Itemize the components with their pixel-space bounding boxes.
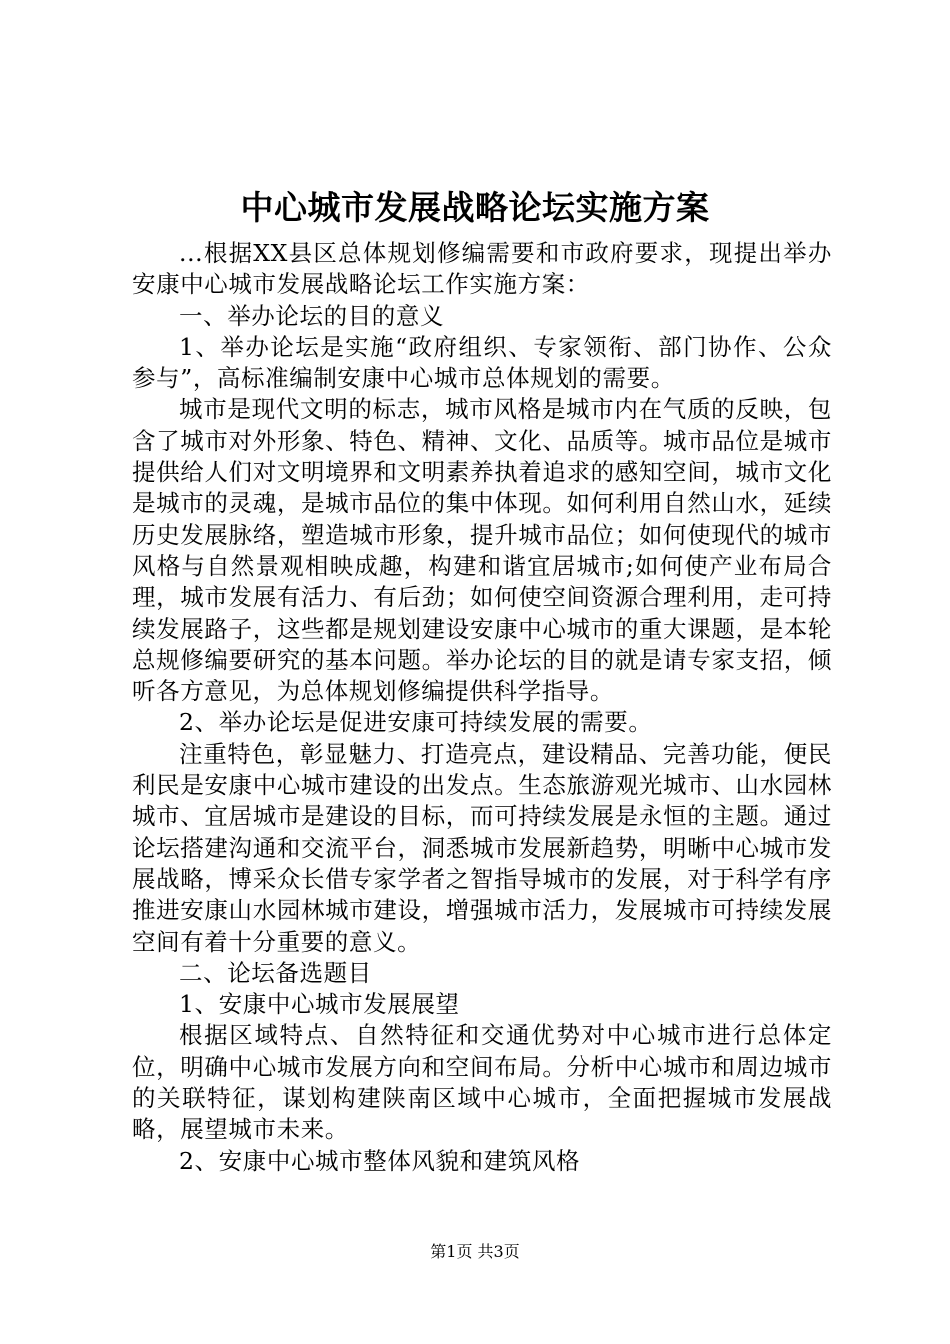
topic-heading-architecture-style: 2、安康中心城市整体风貌和建筑风格 bbox=[179, 1146, 581, 1175]
section-heading-purpose: 一、举办论坛的目的意义 bbox=[179, 301, 445, 330]
body-paragraph-outlook: 根据区域特点、自然特征和交通优势对中心城市进行总体定位，明确中心城市发展方向和空间布局。分析中心城市和周边城市的关联特征，谋划构建陕南区域中心城市，全面把握城市发展战略，展望城市未来。 bbox=[132, 1021, 832, 1144]
document-title: 中心城市发展战略论坛实施方案 bbox=[240, 188, 710, 227]
section-heading-forum-topics: 二、论坛备选题目 bbox=[179, 958, 372, 987]
subsection-heading-sustainable-development: 2、举办论坛是促进安康可持续发展的需要。 bbox=[179, 708, 653, 737]
page-number-footer: 第1页 共3页 bbox=[430, 1242, 520, 1261]
intro-paragraph: ...根据XX县区总体规划修编需要和市政府要求，现提出举办安康中心城市发展战略论坛工作实施方案： bbox=[132, 239, 832, 299]
topic-heading-outlook: 1、安康中心城市发展展望 bbox=[179, 990, 460, 1019]
document-body bbox=[132, 238, 832, 1177]
body-paragraph-city-style: 城市是现代文明的标志，城市风格是城市内在气质的反映，包含了城市对外形象、特色、精神、文化、品质等。城市品位是城市提供给人们对文明境界和文明素养执着追求的感知空间，城市文化是城市的灵魂，是城市品位的集中体现。如何利用自然山水，延续历史发展脉络，塑造城市形象，提升城市品位；如何使现代的城市风格与自然景观相映成趣，构建和谐宜居城市;如何使产业布局合理，城市发展有活力、有后劲；如何使空间资源合理利用，走可持续发展路子，这些都是规划建设安康中心城市的重大课题，是本轮总规修编要研究的基本问题。举办论坛的目的就是请专家支招，倾听各方意见，为总体规划修编提供科学指导。 bbox=[132, 395, 832, 706]
body-paragraph-development-goals: 注重特色，彰显魅力、打造亮点，建设精品、完善功能，便民利民是安康中心城市建设的出发点。生态旅游观光城市、山水园林城市、宜居城市是建设的目标，而可持续发展是永恒的主题。通过论坛搭建沟通和交流平台，洞悉城市发展新趋势，明晰中心城市发展战略，博采众长借专家学者之智指导城市的发展，对于科学有序推进安康山水园林城市建设，增强城市活力，发展城市可持续发展空间有着十分重要的意义。 bbox=[132, 739, 832, 956]
subsection-heading-planning-need: 1、举办论坛是实施“政府组织、专家领衔、部门协作、公众参与”，高标准编制安康中心城市总体规划的需要。 bbox=[132, 332, 832, 393]
